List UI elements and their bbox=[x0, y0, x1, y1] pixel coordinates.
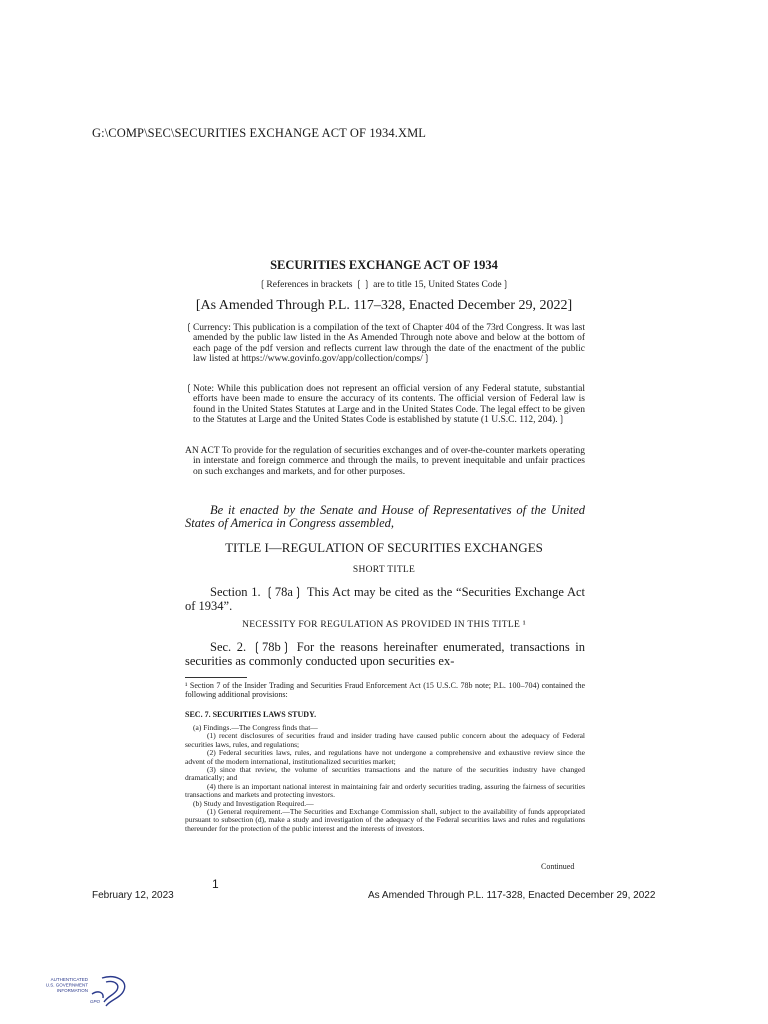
logo-line-3: INFORMATION bbox=[56, 988, 88, 993]
continued-label: Continued bbox=[541, 862, 575, 871]
gpo-authenticated-logo bbox=[40, 972, 132, 1012]
short-title-heading: SHORT TITLE bbox=[352, 565, 416, 575]
an-act-preamble: AN ACT To provide for the regulation of securities exchanges and of over-the-counter markets operating in interstate and foreign commerce and through the mails, to prevent inequitable and unfair practices on such exchanges and markets, and for other purposes. bbox=[185, 446, 585, 477]
logo-line-2: U.S. GOVERNMENT bbox=[45, 982, 88, 988]
references-note: ❲References in brackets ❲❳ are to title 15, United States Code❳ bbox=[258, 280, 510, 290]
amended-through-note: [As Amended Through P.L. 117–328, Enacted December 29, 2022] bbox=[195, 298, 573, 313]
footnote-1: ¹ Section 7 of the Insider Trading and Securities Fraud Enforcement Act (15 U.S.C. 78b note; P.L. 100–704) contained the following additional provisions: bbox=[185, 681, 585, 699]
logo-line-1: AUTHENTICATED bbox=[50, 977, 88, 982]
page-number: 1 bbox=[212, 877, 219, 891]
footer-amended-through: As Amended Through P.L. 117-328, Enacted December 29, 2022 bbox=[368, 890, 656, 901]
finding-3: (3) since that review, the volume of securities transactions and the nature of the securities industry have changed dramatically; and bbox=[185, 765, 585, 783]
finding-2: (2) Federal securities laws, rules, and regulations have not undergone a comprehensive and exhaustive review since the advent of the modern international, institutionalized securities market; bbox=[185, 748, 585, 766]
file-path-header: G:\COMP\SEC\SECURITIES EXCHANGE ACT OF 1934.XML bbox=[92, 126, 427, 140]
finding-1: (1) recent disclosures of securities fraud and insider trading have caused public concern about the adequacy of Federal securities laws, rules, and regulations; bbox=[185, 731, 585, 749]
footnote-sec7-heading: SEC. 7. SECURITIES LAWS STUDY. bbox=[185, 710, 317, 719]
document-title: SECURITIES EXCHANGE ACT OF 1934 bbox=[270, 258, 498, 272]
findings-heading: (a) Findings.—The Congress finds that— bbox=[193, 723, 318, 732]
official-version-note: ❲Note: While this publication does not represent an official version of any Federal statute, substantial efforts have been made to ensure the accuracy of its contents. The official version of Federal law is found in the United States Statutes at Large and in the United States Code. The legal effect to be given to the Statutes at Large and the United States Code is established by statute (1 U.S.C. 112, 204).❳ bbox=[185, 384, 585, 426]
title-heading: TITLE I—REGULATION OF SECURITIES EXCHANGES bbox=[225, 540, 543, 555]
study-required-heading: (b) Study and Investigation Required.— bbox=[193, 798, 314, 808]
section-1-text: Section 1. ❲78a❳ This Act may be cited as the “Securities Exchange Act of 1934”. bbox=[185, 585, 585, 613]
necessity-heading: NECESSITY FOR REGULATION AS PROVIDED IN THIS TITLE ¹ bbox=[242, 620, 526, 630]
section-2-text: Sec. 2. ❲78b❳ For the reasons hereinafter enumerated, transactions in securities as commonly conducted upon securities ex- bbox=[185, 640, 585, 668]
footer-date: February 12, 2023 bbox=[92, 890, 174, 901]
general-requirement: (1) General requirement.—The Securities and Exchange Commission shall, subject to the availability of funds appropriated pursuant to subsection (d), make a study and investigation of the adequacy of the Federal securities laws and rules and regulations thereunder for the protection of the public interest and the interests of investors. bbox=[185, 807, 585, 833]
currency-note: ❲Currency: This publication is a compilation of the text of Chapter 404 of the 73rd Congress. It was last amended by the public law listed in the As Amended Through note above and below at the bottom of each page of the pdf version and reflects current law through the date of the enactment of the public law listed at https://www.govinfo.gov/app/collection/comps/❳ bbox=[185, 323, 585, 365]
logo-line-4: GPO bbox=[90, 999, 101, 1004]
finding-4: (4) there is an important national interest in maintaining fair and orderly securities trading, assuring the fairness of securities transactions and markets and protecting investors. bbox=[185, 781, 585, 800]
enacting-clause: Be it enacted by the Senate and House of Representatives of the United States of America in Congress assembled, bbox=[185, 503, 585, 530]
footnote-divider bbox=[185, 677, 247, 678]
footnote-study-text bbox=[185, 724, 585, 833]
